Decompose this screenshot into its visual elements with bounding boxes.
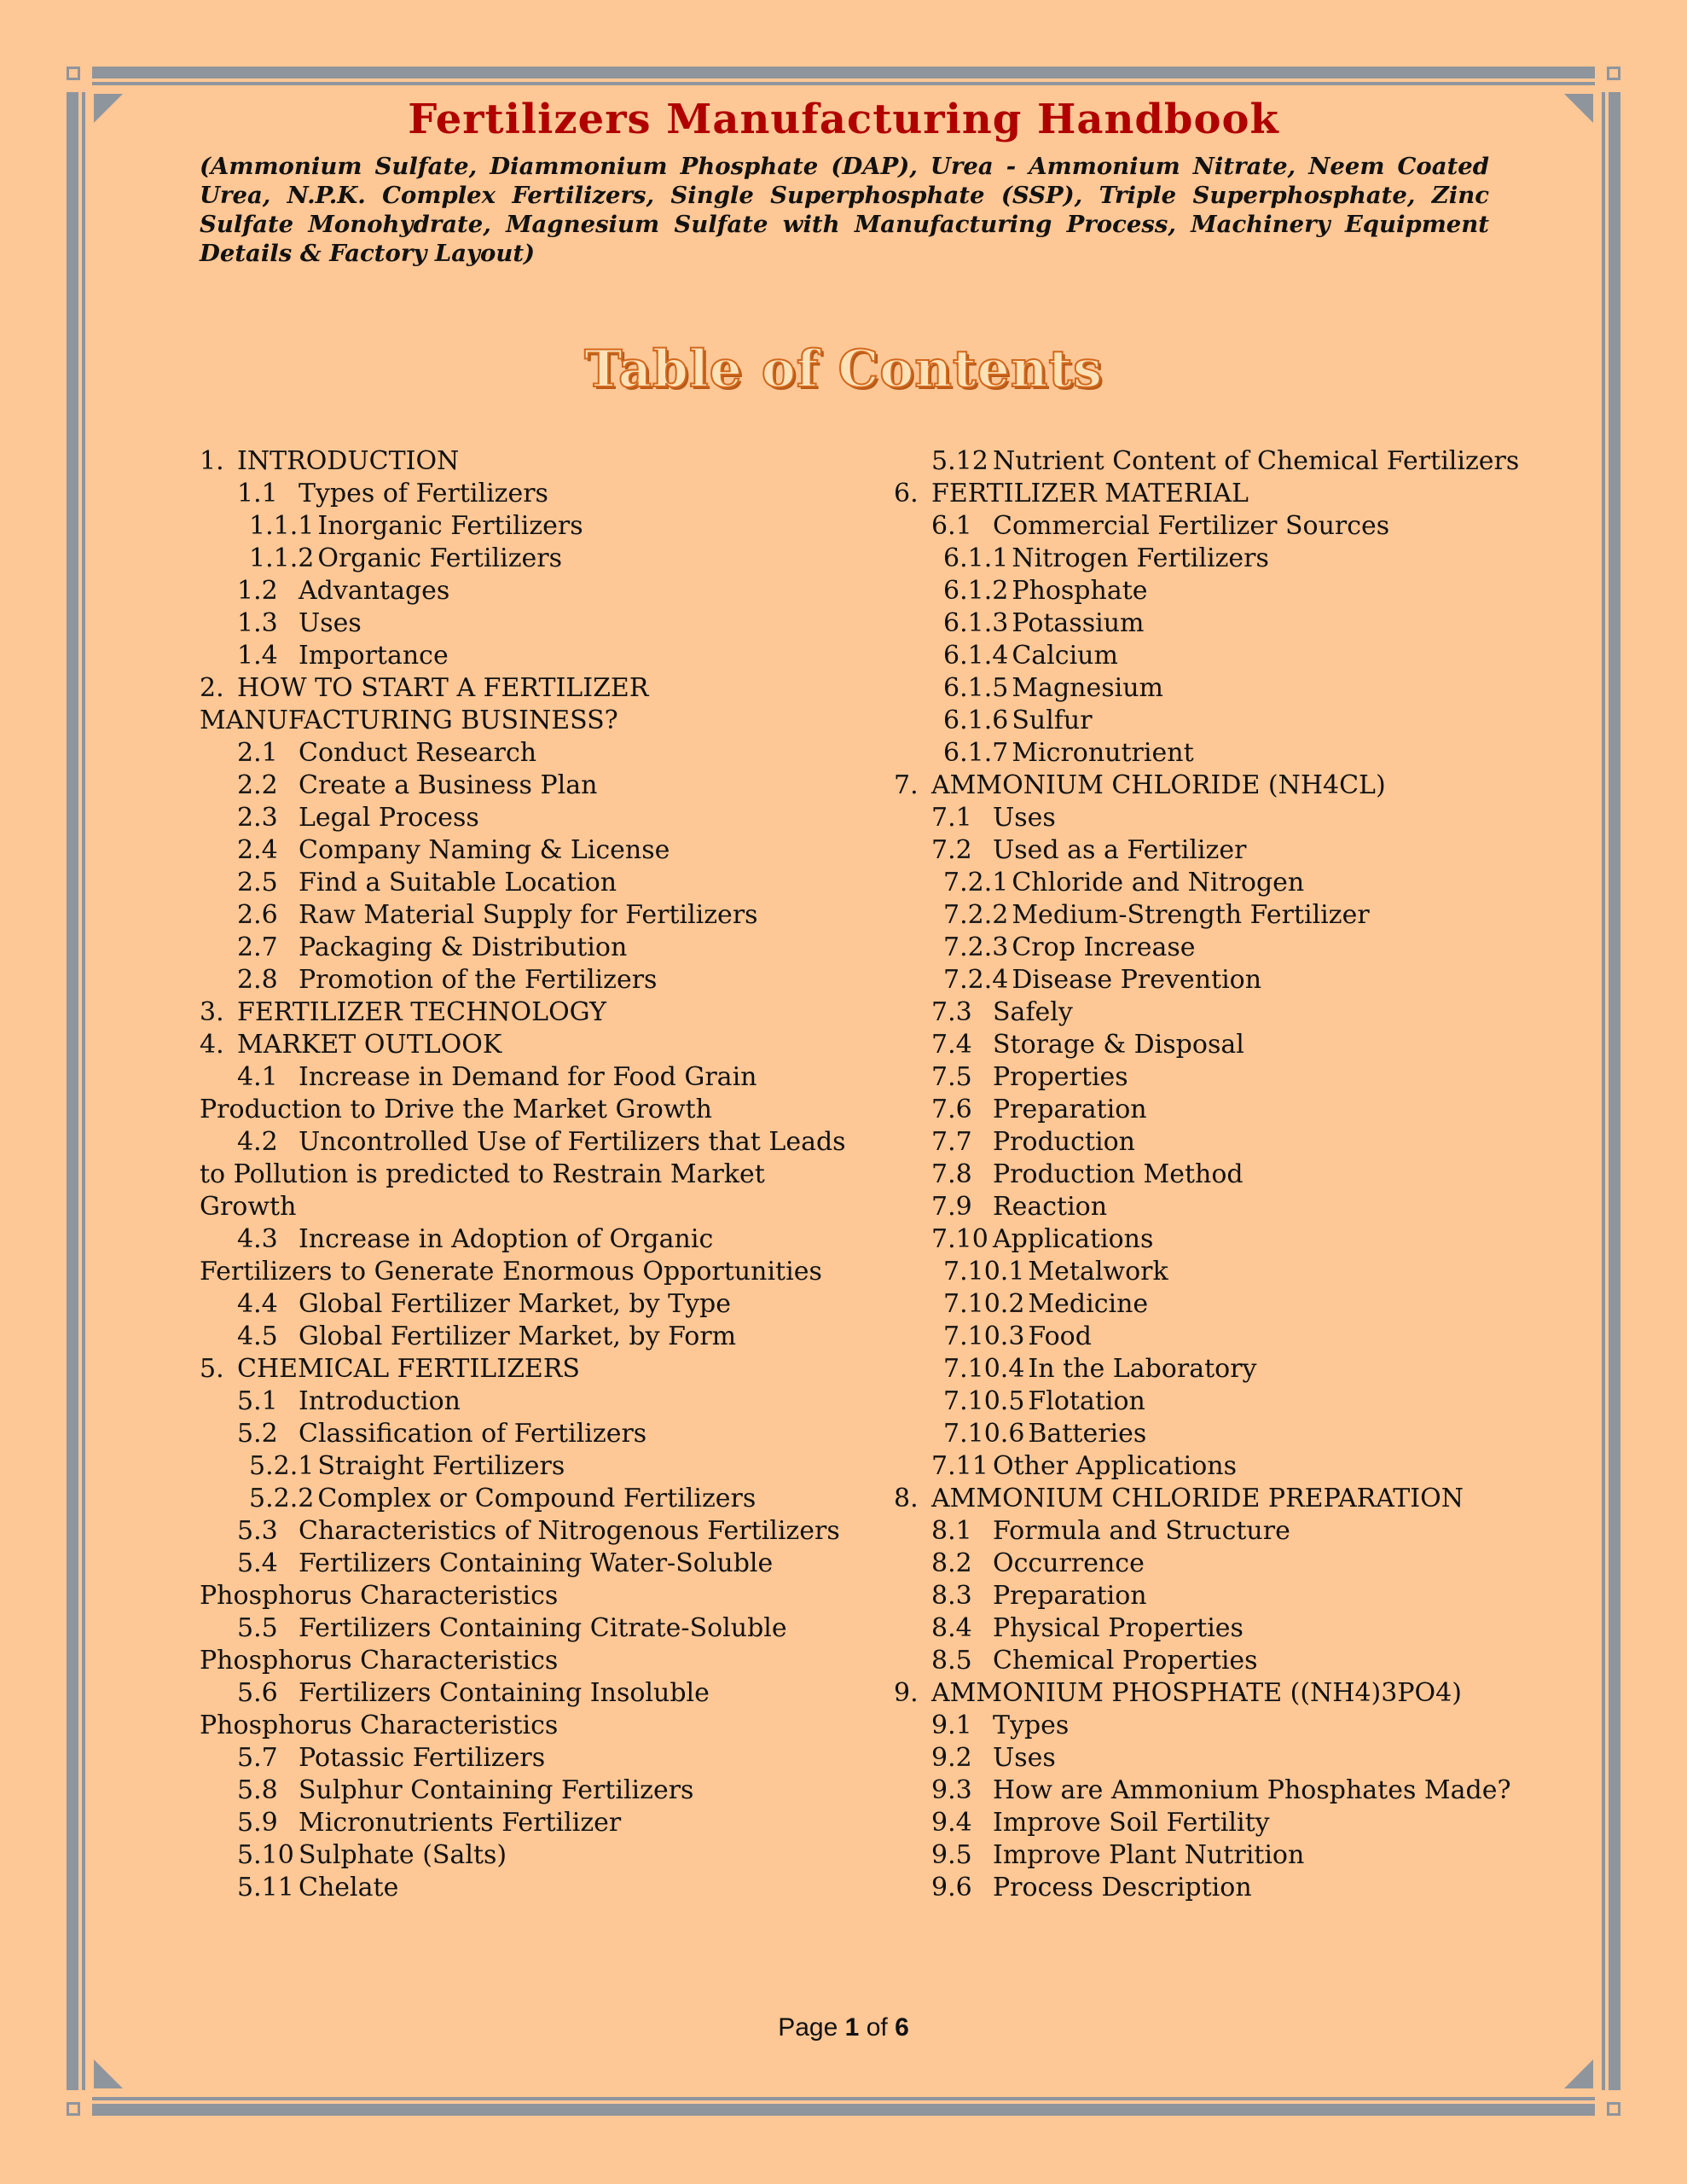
toc-entry[interactable] (894, 1515, 1542, 1548)
toc-entry-text: Potassic Fertilizers (299, 1743, 546, 1773)
toc-entry[interactable] (200, 1839, 848, 1872)
toc-column-left (200, 445, 848, 1904)
toc-entry[interactable] (200, 1677, 848, 1742)
toc-entry-text: Characteristics of Nitrogenous Fertilizers (299, 1516, 840, 1546)
toc-entry-text: Increase in Demand for Food Grain Production to Drive the Market Growth (200, 1062, 757, 1124)
toc-entry-text: AMMONIUM PHOSPHATE ((NH4)3PO4) (931, 1678, 1462, 1708)
toc-entry[interactable] (894, 1580, 1542, 1612)
toc-entry-text: Fertilizers Containing Citrate-Soluble Phosphorus Characteristics (200, 1613, 787, 1676)
toc-entry-number: 7.4 (931, 1030, 972, 1060)
toc-entry-number: 2.6 (237, 900, 278, 930)
toc-entry-text: Global Fertilizer Market, by Form (299, 1321, 737, 1351)
toc-entry-text: Potassium (1012, 608, 1145, 638)
frame-border-top-inner (92, 82, 1595, 85)
toc-entry-text: INTRODUCTION (237, 446, 460, 476)
toc-entry[interactable] (200, 575, 848, 607)
toc-entry[interactable] (200, 1742, 848, 1774)
document-subtitle: (Ammonium Sulfate, Diammonium Phosphate (DAP), Urea - Ammonium Nitrate, Neem Coated Urea, N.P.K. Complex Fertilizers, Single Superphosphate (SSP), Triple Superphosphate, Zinc Sulfate Monohydrate, Magnesium Sulfate with Manufacturing Process, Machinery Equipment Details & Factory Layout) (200, 153, 1489, 267)
frame-triangle-br (1564, 2059, 1593, 2088)
toc-entry[interactable] (200, 1807, 848, 1839)
toc-entry-text: Batteries (1028, 1419, 1147, 1449)
toc-entry[interactable] (894, 1418, 1542, 1450)
toc-entry[interactable] (200, 834, 848, 867)
toc-entry[interactable] (200, 1774, 848, 1807)
toc-entry[interactable] (894, 899, 1542, 932)
toc-entry[interactable] (200, 672, 848, 737)
toc-entry[interactable] (200, 899, 848, 932)
toc-entry[interactable] (894, 964, 1542, 996)
toc-entry-text: Reaction (993, 1192, 1108, 1222)
toc-entry-text: In the Laboratory (1028, 1354, 1257, 1384)
toc-entry[interactable] (894, 737, 1542, 770)
toc-entry-number: 5. (200, 1354, 224, 1384)
toc-entry-number: 2. (200, 673, 224, 703)
toc-entry-number: 6.1.5 (943, 673, 1009, 703)
toc-entry[interactable] (894, 802, 1542, 834)
toc-entry-number: 6. (894, 479, 919, 508)
toc-entry-text: Sulphate (Salts) (299, 1840, 507, 1870)
toc-entry-text: Raw Material Supply for Fertilizers (299, 900, 758, 930)
toc-entry-text: Properties (993, 1062, 1128, 1092)
toc-entry[interactable] (894, 575, 1542, 607)
toc-entry-number: 7.8 (931, 1159, 972, 1189)
toc-entry[interactable] (894, 1353, 1542, 1385)
toc-entry-text: Complex or Compound Fertilizers (317, 1484, 757, 1513)
current-page-number: 1 (844, 2013, 860, 2042)
toc-entry-text: Improve Soil Fertility (993, 1808, 1270, 1838)
toc-entry-text: Uses (993, 1743, 1056, 1773)
toc-entry-number: 5.1 (237, 1386, 278, 1416)
toc-entry[interactable] (894, 1774, 1542, 1807)
toc-entry[interactable] (200, 737, 848, 770)
toc-entry[interactable] (200, 1061, 848, 1126)
toc-entry-text: Other Applications (993, 1451, 1237, 1481)
toc-entry-text: Improve Plant Nutrition (993, 1840, 1305, 1870)
toc-entry-number: 2.4 (237, 835, 278, 865)
page-label: Page (778, 2013, 838, 2042)
toc-entry-number: 7.2.1 (943, 868, 1009, 897)
toc-entry-text: Preparation (993, 1095, 1147, 1124)
toc-entry-number: 8.5 (931, 1646, 972, 1676)
toc-entry-text: Packaging & Distribution (299, 932, 628, 962)
toc-entry-text: Process Description (993, 1873, 1252, 1902)
toc-entry[interactable] (894, 996, 1542, 1029)
toc-entry-number: 7.11 (931, 1451, 988, 1481)
toc-entry-text: Metalwork (1028, 1257, 1168, 1287)
toc-entry[interactable] (894, 1223, 1542, 1256)
toc-entry-number: 7.10.1 (943, 1257, 1025, 1287)
toc-entry-number: 1. (200, 446, 224, 476)
toc-entry-text: Micronutrients Fertilizer (299, 1808, 622, 1838)
toc-entry-number: 2.7 (237, 932, 278, 962)
toc-entry[interactable] (894, 1872, 1542, 1904)
toc-entry[interactable] (894, 478, 1542, 510)
toc-entry[interactable] (894, 640, 1542, 672)
toc-entry[interactable] (200, 1353, 848, 1385)
toc-entry[interactable] (894, 543, 1542, 575)
toc-entry-text: Preparation (993, 1581, 1147, 1611)
toc-entry-text: Fertilizers Containing Insoluble Phosphorus Characteristics (200, 1678, 710, 1740)
toc-entry-number: 2.1 (237, 738, 278, 768)
toc-entry-number: 1.3 (237, 608, 278, 638)
toc-entry[interactable] (200, 802, 848, 834)
toc-entry[interactable] (200, 996, 848, 1029)
toc-entry[interactable] (894, 1029, 1542, 1061)
toc-entry[interactable] (200, 1288, 848, 1321)
toc-entry[interactable] (894, 1677, 1542, 1710)
toc-entry-number: 6.1.6 (943, 706, 1009, 735)
toc-entry-number: 4.1 (237, 1062, 278, 1092)
toc-entry-text: Advantages (299, 576, 450, 606)
toc-entry-text: Sulphur Containing Fertilizers (299, 1775, 694, 1805)
toc-entry[interactable] (894, 867, 1542, 899)
toc-entry-number: 7.5 (931, 1062, 972, 1092)
toc-entry-number: 4.3 (237, 1224, 278, 1254)
frame-corner-bl (67, 2102, 80, 2116)
toc-entry[interactable] (200, 478, 848, 510)
toc-entry[interactable] (200, 932, 848, 964)
toc-entry-number: 7.2.3 (943, 932, 1009, 962)
toc-entry-text: Conduct Research (299, 738, 537, 768)
toc-entry-text: Phosphate (1012, 576, 1148, 606)
toc-entry-text: Formula and Structure (993, 1516, 1290, 1546)
toc-entry[interactable] (200, 1515, 848, 1548)
toc-entry-text: HOW TO START A FERTILIZER MANUFACTURING BUSINESS? (200, 673, 649, 735)
toc-entry-text: Disease Prevention (1012, 965, 1262, 995)
toc-entry-text: Classification of Fertilizers (299, 1419, 647, 1449)
toc-entry[interactable] (894, 1612, 1542, 1645)
toc-entry-number: 4.2 (237, 1127, 278, 1157)
page-of-label: of (866, 2013, 888, 2042)
toc-entry-text: Uncontrolled Use of Fertilizers that Leads to Pollution is predicted to Restrain Market Growth (200, 1127, 846, 1222)
toc-entry-number: 2.2 (237, 770, 278, 800)
toc-entry-text: Introduction (299, 1386, 461, 1416)
toc-entry-number: 9.3 (931, 1775, 972, 1805)
toc-entry-text: Occurrence (993, 1548, 1145, 1578)
toc-entry-text: How are Ammonium Phosphates Made? (993, 1775, 1511, 1805)
toc-entry[interactable] (894, 770, 1542, 802)
toc-entry-number: 6.1.3 (943, 608, 1009, 638)
toc-entry[interactable] (200, 1418, 848, 1450)
toc-entry-text: Uses (299, 608, 362, 638)
toc-entry-number: 5.10 (237, 1840, 294, 1870)
toc-entry[interactable] (200, 964, 848, 996)
toc-entry-text: Nitrogen Fertilizers (1012, 543, 1269, 573)
toc-entry-text: Medium-Strength Fertilizer (1012, 900, 1370, 930)
toc-entry-number: 7.10.4 (943, 1354, 1025, 1384)
toc-entry-number: 9.1 (931, 1711, 972, 1740)
toc-entry-number: 6.1.4 (943, 641, 1009, 671)
total-pages-number: 6 (895, 2013, 909, 2042)
toc-entry[interactable] (200, 1223, 848, 1288)
page-footer (0, 2013, 1687, 2042)
toc-entry[interactable] (200, 543, 848, 575)
toc-entry[interactable] (894, 1710, 1542, 1742)
toc-entry[interactable] (894, 510, 1542, 543)
toc-entry-number: 5.2.1 (249, 1451, 315, 1481)
toc-entry[interactable] (200, 510, 848, 543)
toc-entry[interactable] (200, 1029, 848, 1061)
toc-entry-text: CHEMICAL FERTILIZERS (237, 1354, 580, 1384)
toc-entry[interactable] (200, 1450, 848, 1483)
frame-corner-tr (1607, 67, 1620, 80)
toc-entry[interactable] (200, 1483, 848, 1515)
toc-entry-number: 9.2 (931, 1743, 972, 1773)
toc-entry-text: Medicine (1028, 1289, 1149, 1319)
toc-entry[interactable] (894, 1256, 1542, 1288)
toc-entry-text: MARKET OUTLOOK (237, 1030, 502, 1060)
toc-entry[interactable] (894, 1450, 1542, 1483)
toc-entry-number: 6.1.7 (943, 738, 1009, 768)
toc-entry-number: 6.1 (931, 511, 972, 541)
toc-entry-text: Storage & Disposal (993, 1030, 1244, 1060)
toc-entry[interactable] (894, 1321, 1542, 1353)
toc-entry[interactable] (894, 1385, 1542, 1418)
toc-entry[interactable] (894, 1548, 1542, 1580)
toc-entry-text: Flotation (1028, 1386, 1145, 1416)
toc-entry-number: 7.2.2 (943, 900, 1009, 930)
toc-entry-text: Company Naming & License (299, 835, 670, 865)
toc-entry-number: 5.9 (237, 1808, 278, 1838)
toc-entry[interactable] (200, 770, 848, 802)
toc-entry-number: 7.10.2 (943, 1289, 1025, 1319)
frame-border-bottom-inner (92, 2097, 1595, 2100)
toc-entry[interactable] (894, 1094, 1542, 1126)
toc-entry[interactable] (894, 445, 1542, 478)
toc-entry-number: 9. (894, 1678, 919, 1708)
toc-entry-number: 5.12 (931, 446, 988, 476)
toc-entry-number: 8.2 (931, 1548, 972, 1578)
toc-entry[interactable] (200, 1385, 848, 1418)
toc-entry-text: FERTILIZER MATERIAL (931, 479, 1249, 508)
toc-entry[interactable] (894, 834, 1542, 867)
toc-entry-number: 8. (894, 1484, 919, 1513)
toc-entry-number: 1.4 (237, 641, 278, 671)
toc-entry-number: 5.8 (237, 1775, 278, 1805)
toc-entry[interactable] (894, 1807, 1542, 1839)
toc-entry-text: FERTILIZER TECHNOLOGY (237, 997, 606, 1027)
frame-triangle-bl (94, 2059, 123, 2088)
toc-entry-number: 6.1.1 (943, 543, 1009, 573)
toc-entry[interactable] (200, 1872, 848, 1904)
toc-entry-number: 8.3 (931, 1581, 972, 1611)
toc-entry-text: Global Fertilizer Market, by Type (299, 1289, 731, 1319)
toc-entry[interactable] (894, 1126, 1542, 1159)
toc-entry[interactable] (200, 445, 848, 478)
toc-entry-number: 7.9 (931, 1192, 972, 1222)
toc-entry-text: Types of Fertilizers (299, 479, 548, 508)
toc-entry-text: Organic Fertilizers (317, 543, 563, 573)
toc-entry-number: 1.2 (237, 576, 278, 606)
toc-entry-text: Production Method (993, 1159, 1244, 1189)
toc-entry[interactable] (200, 640, 848, 672)
toc-entry-text: Create a Business Plan (299, 770, 598, 800)
toc-column-right (894, 445, 1542, 1904)
toc-entry-text: Importance (299, 641, 449, 671)
toc-entry-number: 2.3 (237, 803, 278, 833)
toc-entry[interactable] (894, 1288, 1542, 1321)
toc-entry-text: Applications (993, 1224, 1154, 1254)
toc-entry-number: 7.6 (931, 1095, 972, 1124)
toc-entry-number: 5.3 (237, 1516, 278, 1546)
toc-entry-text: Sulfur (1012, 706, 1093, 735)
toc-entry-number: 4.5 (237, 1321, 278, 1351)
toc-entry-number: 1.1.1 (249, 511, 315, 541)
toc-entry[interactable] (894, 1839, 1542, 1872)
toc-entry-text: Food (1028, 1321, 1092, 1351)
frame-corner-br (1607, 2102, 1620, 2116)
toc-entry-text: Nutrient Content of Chemical Fertilizers (993, 446, 1520, 476)
toc-entry-text: AMMONIUM CHLORIDE PREPARATION (931, 1484, 1464, 1513)
toc-entry[interactable] (200, 1612, 848, 1677)
toc-entry-number: 7.2 (931, 835, 972, 865)
toc-entry[interactable] (200, 1321, 848, 1353)
toc-entry[interactable] (894, 672, 1542, 705)
toc-entry-number: 5.4 (237, 1548, 278, 1578)
toc-entry[interactable] (894, 1159, 1542, 1191)
toc-entry-number: 7.7 (931, 1127, 972, 1157)
toc-entry-number: 5.6 (237, 1678, 278, 1708)
document-title: Fertilizers Manufacturing Handbook (408, 96, 1279, 143)
toc-entry-number: 4. (200, 1030, 224, 1060)
toc-entry-text: Increase in Adoption of Organic Fertilizers to Generate Enormous Opportunities (200, 1224, 822, 1287)
toc-entry-number: 7.1 (931, 803, 972, 833)
toc-entry[interactable] (200, 607, 848, 640)
toc-heading: Table of Contents (584, 340, 1103, 399)
toc-entry[interactable] (200, 867, 848, 899)
toc-entry-number: 8.4 (931, 1613, 972, 1643)
toc-entry-text: Micronutrient (1012, 738, 1194, 768)
frame-border-top (92, 67, 1595, 78)
toc-entry-text: Inorganic Fertilizers (317, 511, 583, 541)
toc-entry-number: 2.5 (237, 868, 278, 897)
toc-entry-number: 5.5 (237, 1613, 278, 1643)
toc-entry-text: Physical Properties (993, 1613, 1244, 1643)
toc-entry-text: Crop Increase (1012, 932, 1196, 962)
toc-entry-text: Legal Process (299, 803, 479, 833)
toc-entry[interactable] (200, 1548, 848, 1612)
toc-entry[interactable] (894, 1483, 1542, 1515)
toc-entry-text: Magnesium (1012, 673, 1163, 703)
toc-entry-number: 9.5 (931, 1840, 972, 1870)
toc-entry-number: 3. (200, 997, 224, 1027)
toc-entry-text: Used as a Fertilizer (993, 835, 1247, 865)
toc-entry-text: Promotion of the Fertilizers (299, 965, 658, 995)
toc-entry-number: 9.4 (931, 1808, 972, 1838)
toc-entry-number: 7.3 (931, 997, 972, 1027)
toc-entry-text: Uses (993, 803, 1056, 833)
toc-entry-text: Commercial Fertilizer Sources (993, 511, 1390, 541)
toc-entry-number: 9.6 (931, 1873, 972, 1902)
toc-entry-text: Chloride and Nitrogen (1012, 868, 1305, 897)
toc-entry-number: 5.2 (237, 1419, 278, 1449)
toc-entry-number: 7.10.3 (943, 1321, 1025, 1351)
toc-entry-number: 6.1.2 (943, 576, 1009, 606)
toc-entry-number: 1.1 (237, 479, 278, 508)
toc-entry-number: 7.10.6 (943, 1419, 1025, 1449)
toc-entry[interactable] (894, 1191, 1542, 1223)
toc-entry[interactable] (894, 1742, 1542, 1774)
toc-entry[interactable] (894, 1061, 1542, 1094)
toc-entry-text: Types (993, 1711, 1070, 1740)
toc-entry-text: Safely (993, 997, 1073, 1027)
toc-entry-text: Production (993, 1127, 1135, 1157)
frame-corner-tl (67, 67, 80, 80)
toc-entry-text: Calcium (1012, 641, 1118, 671)
toc-entry-text: Straight Fertilizers (317, 1451, 565, 1481)
toc-entry-number: 5.2.2 (249, 1484, 315, 1513)
toc-entry-number: 8.1 (931, 1516, 972, 1546)
toc-entry-number: 7. (894, 770, 919, 800)
toc-entry-number: 5.11 (237, 1873, 294, 1902)
toc-entry[interactable] (894, 705, 1542, 737)
toc-entry-text: Fertilizers Containing Water-Soluble Phosphorus Characteristics (200, 1548, 774, 1611)
toc-entry-text: Find a Suitable Location (299, 868, 617, 897)
toc-entry-number: 4.4 (237, 1289, 278, 1319)
frame-border-bottom (92, 2104, 1595, 2116)
toc-entry-text: Chemical Properties (993, 1646, 1258, 1676)
toc-entry-text: AMMONIUM CHLORIDE (NH4CL) (931, 770, 1386, 800)
toc-entry-text: Chelate (299, 1873, 399, 1902)
toc-entry-number: 7.10 (931, 1224, 988, 1254)
toc-entry-number: 7.10.5 (943, 1386, 1025, 1416)
toc-entry-number: 2.8 (237, 965, 278, 995)
toc-entry-number: 5.7 (237, 1743, 278, 1773)
toc-entry-number: 7.2.4 (943, 965, 1009, 995)
toc-entry-number: 1.1.2 (249, 543, 315, 573)
toc-entry[interactable] (894, 1645, 1542, 1677)
toc-entry[interactable] (200, 1126, 848, 1223)
toc-entry[interactable] (894, 932, 1542, 964)
toc-entry[interactable] (894, 607, 1542, 640)
